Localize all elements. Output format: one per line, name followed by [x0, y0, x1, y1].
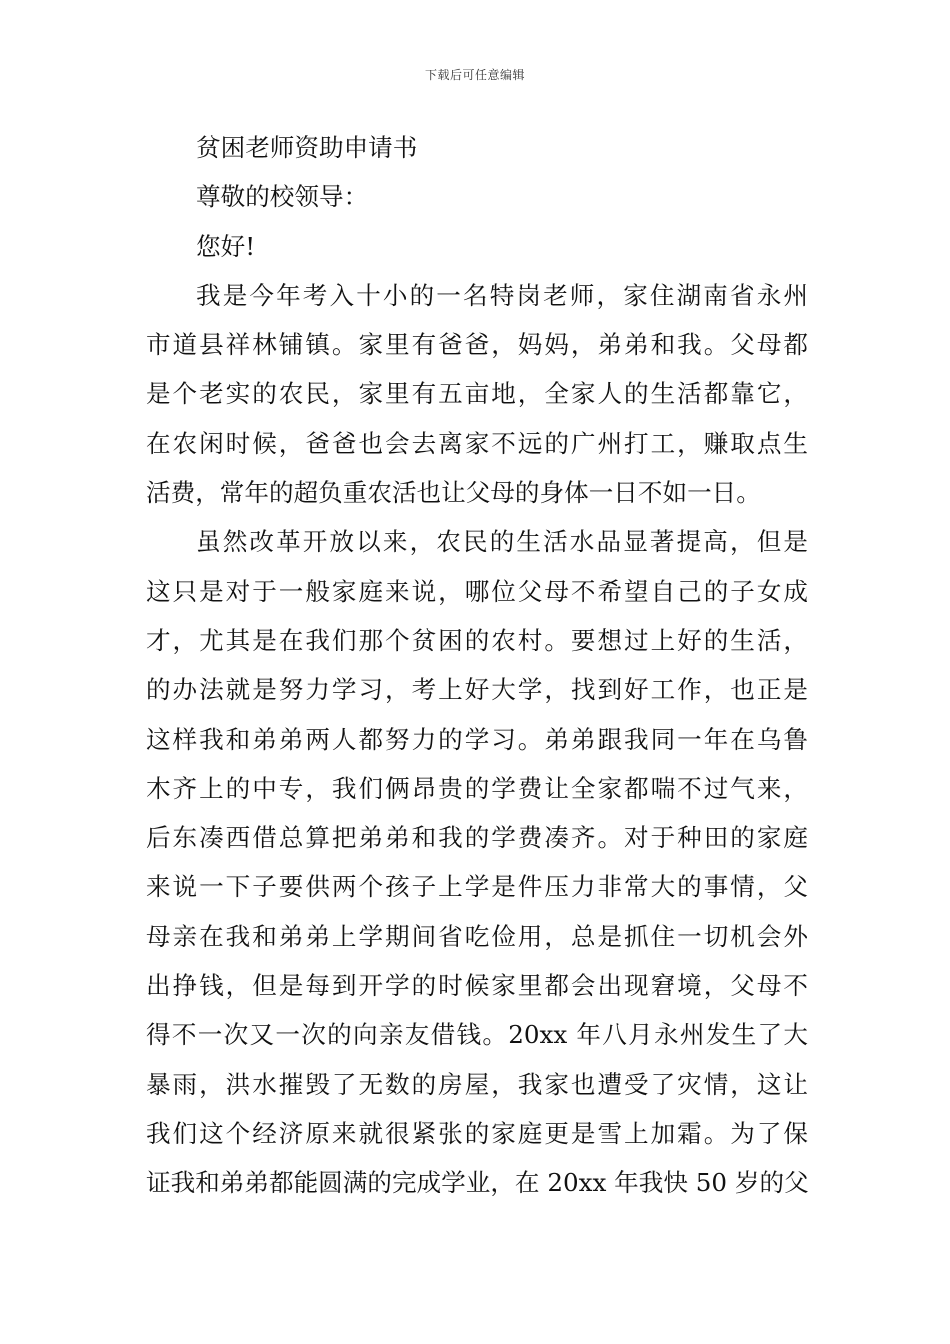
download-note: 下载后可任意编辑	[424, 68, 525, 82]
paragraph2-line: 这样我和弟弟两人都努力的学习。弟弟跟我同一年在乌鲁	[146, 724, 808, 754]
paragraph2-line: 虽然改革开放以来，农民的生活水品显著提高，但是	[196, 527, 808, 557]
paragraph2-line: 才，尤其是在我们那个贫困的农村。要想过上好的生活，	[146, 625, 808, 655]
paragraph2-line: 木齐上的中专，我们俩昂贵的学费让全家都喘不过气来，	[146, 773, 808, 803]
paragraph1-line: 是个老实的农民，家里有五亩地，全家人的生活都靠它，	[146, 379, 808, 409]
paragraph2-line: 暴雨，洪水摧毁了无数的房屋，我家也遭受了灾情，这让	[146, 1069, 808, 1099]
paragraph2-line: 这只是对于一般家庭来说，哪位父母不希望自己的子女成	[146, 576, 808, 606]
paragraph2-line: 来说一下子要供两个孩子上学是件压力非常大的事情，父	[146, 872, 808, 902]
paragraph2-line: 我们这个经济原来就很紧张的家庭更是雪上加霜。为了保	[146, 1118, 808, 1148]
document-body	[146, 123, 808, 1208]
paragraph2-line: 出挣钱，但是每到开学的时候家里都会出现窘境，父母不	[146, 971, 808, 1001]
paragraph1-line: 活费，常年的超负重农活也让父母的身体一日不如一日。	[146, 478, 761, 508]
paragraph2-line: 后东凑西借总算把弟弟和我的学费凑齐。对于种田的家庭	[146, 823, 808, 853]
salutation: 尊敬的校领导：	[196, 182, 369, 212]
paragraph1-line: 我是今年考入十小的一名特岗老师，家住湖南省永州	[196, 280, 808, 310]
paragraph1-line: 市道县祥林铺镇。家里有爸爸，妈妈，弟弟和我。父母都	[146, 330, 808, 360]
greeting: 您好!	[196, 231, 256, 261]
paragraph2-line: 母亲在我和弟弟上学期间省吃俭用，总是抓住一切机会外	[146, 921, 808, 951]
paragraph2-line: 证我和弟弟都能圆满的完成学业，在 20xx 年我快 50 岁的父	[146, 1168, 809, 1198]
paragraph2-line: 得不一次又一次的向亲友借钱。20xx 年八月永州发生了大	[146, 1020, 808, 1050]
document-title: 贫困老师资助申请书	[196, 133, 418, 162]
paragraph2-line: 的办法就是努力学习，考上好大学，找到好工作，也正是	[146, 675, 808, 705]
paragraph1-line: 在农闲时候，爸爸也会去离家不远的广州打工，赚取点生	[146, 428, 808, 458]
